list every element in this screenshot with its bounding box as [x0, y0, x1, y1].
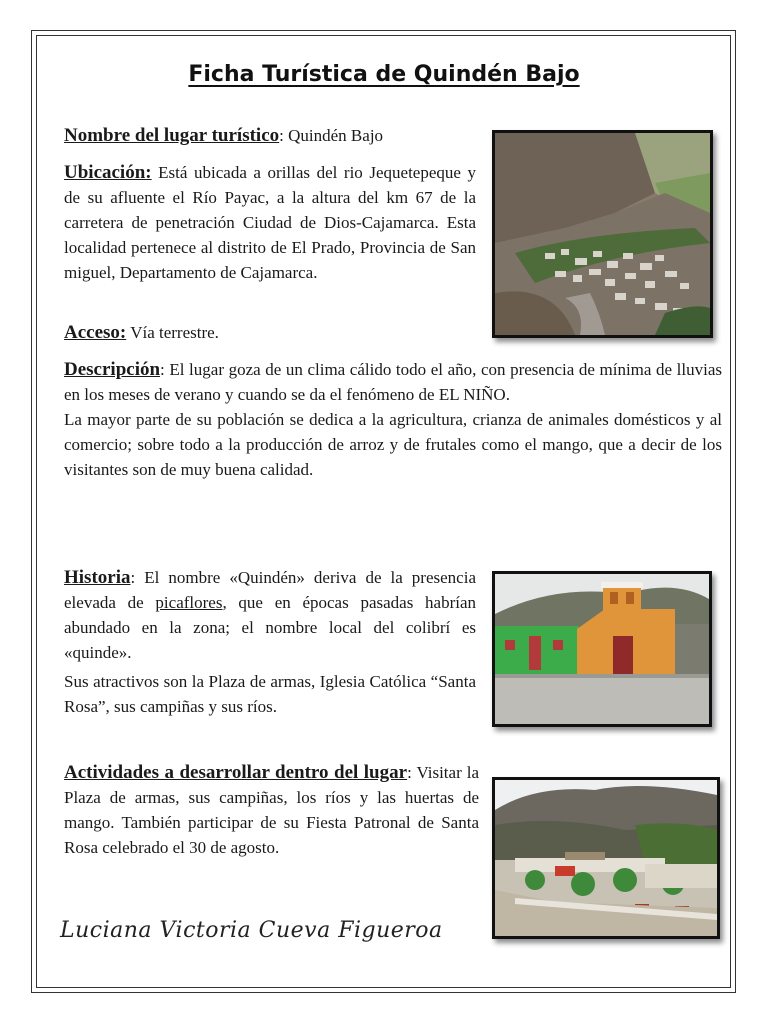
historia-label: Historia — [64, 567, 131, 588]
historia-text-before: El nombre «Quindén» deriva de la presencia elevada de — [64, 568, 476, 612]
section-acceso — [64, 320, 484, 345]
historia-text-2: Sus atractivos son la Plaza de armas, Iglesia Católica “Santa Rosa”, sus campiñas y sus ríos. — [64, 672, 476, 716]
descripcion-text-1: El lugar goza de un clima cálido todo el año, con presencia de mínima de lluvias en los meses de verano y cuando se da el fenómeno de EL NIÑO. — [64, 360, 722, 404]
photo-aerial-town — [492, 130, 713, 338]
section-nombre: Nombre del lugar turístico: Quindén Bajo — [64, 125, 384, 146]
descripcion-label: Descripción — [64, 359, 161, 380]
section-actividades: Actividades a desarrollar dentro del lugar: Visitar la Plaza de armas, sus campiñas, los ríos y las huertas de mango. También participar de su Fiesta Patronal de Santa Rosa celebrado el 30 de agosto. — [64, 762, 479, 857]
section-descripcion: Descripción: El lugar goza de un clima cálido todo el año, con presencia de mínima de lluvias en los meses de verano y cuando se da el fenómeno de EL NIÑO. La mayor parte de su población se dedica a la agricultura, crianza de animales domésticos y al comercio; sobre todo a la producción de arroz y de frutales como el mango, que a decir de los visitantes son de muy buena calidad. — [64, 357, 722, 482]
acceso-text: Vía terrestre. — [130, 323, 219, 342]
section-ubicacion — [64, 160, 476, 285]
ubicacion-text: Está ubicada a orillas del rio Jequetepeque y de su afluente el Río Payac, a la altura del km 67 de la carretera de penetración Ciudad de Dios-Cajamarca. Esta localidad pertenece al distrito de El Prado, Provincia de San miguel, Departamento de Cajamarca. — [64, 163, 476, 282]
historia-picaflores-link: picaflores — [155, 593, 223, 612]
acceso-label: Acceso: — [64, 322, 127, 343]
signature: Luciana Victoria Cueva Figueroa — [60, 918, 443, 943]
actividades-label: Actividades a desarrollar dentro del lugar — [64, 762, 408, 783]
photo-church — [492, 571, 712, 727]
page-title: Ficha Turística de Quindén Bajo — [188, 62, 580, 87]
nombre-label: Nombre del lugar turístico — [64, 125, 280, 146]
historia-text-after: , que en épocas pasadas habrían abundado en la zona; el nombre local del colibrí es «quinde». — [64, 593, 477, 662]
descripcion-text-2: La mayor parte de su población se dedica a la agricultura, crianza de animales domésticos y al comercio; sobre todo a la producción de arroz y de frutales como el mango, que a decir de los visitantes son de muy buena calidad. — [64, 410, 722, 479]
nombre-value: Quindén Bajo — [288, 126, 384, 145]
section-historia: Historia: El nombre «Quindén» deriva de la presencia elevada de picaflores, que en épocas pasadas habrían abundado en la zona; el nombre local del colibrí es «quinde». Sus atractivos son la Plaza de armas, Iglesia Católica “Santa Rosa”, sus campiñas y sus ríos. — [64, 565, 476, 719]
ubicacion-label: Ubicación: — [64, 162, 152, 183]
actividades-text: Visitar la Plaza de armas, sus campiñas, los ríos y las huertas de mango. También participar de su Fiesta Patronal de Santa Rosa celebrado el 30 de agosto. — [64, 763, 479, 857]
photo-plaza — [492, 777, 720, 939]
